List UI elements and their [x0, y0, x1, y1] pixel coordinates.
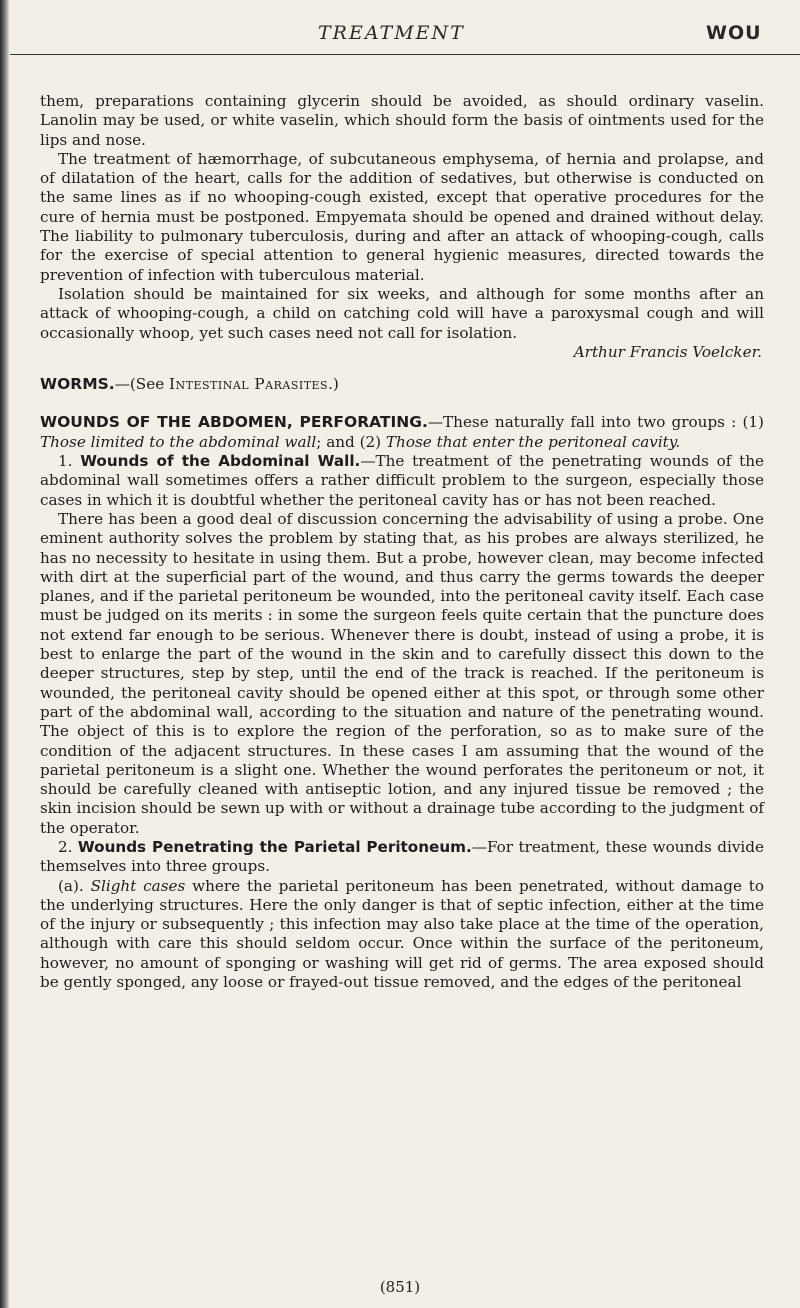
author-signature: Arthur Francis Voelcker.	[573, 342, 762, 361]
signature-row	[40, 343, 764, 362]
header-guide-word: WOU	[706, 22, 762, 44]
section-parietal-peritoneum: 2. Wounds Penetrating the Parietal Peritoneum.—For treatment, these wounds divide themselves into three groups.	[40, 837, 764, 876]
wounds-entry: WOUNDS OF THE ABDOMEN, PERFORATING.—These naturally fall into two groups : (1) Those limited to the abdominal wall; and (2) Those that enter the peritoneal cavity.	[40, 413, 764, 451]
subheading-parietal-peritoneum: Wounds Penetrating the Parietal Peritoneum.	[77, 837, 472, 856]
paragraph-hemorrhage: The treatment of hæmorrhage, of subcutaneous emphysema, of hernia and prolapse, and of dilatation of the heart, calls for the addition of sedatives, but otherwise is conducted on the same lines as if no whooping-cough existed, except that operative procedures for the cure of hernia must be postponed. Empyemata should be opened and drained without delay. The liability to pulmonary tuberculosis, during and after an attack of whooping-cough, calls for the exercise of special attention to general hygienic measures, directed towards the prevention of infection with tuberculous material.	[40, 149, 764, 284]
cross-reference: Intestinal Parasites	[169, 375, 329, 394]
worms-heading: WORMS.	[40, 375, 115, 394]
paragraph-probe: There has been a good deal of discussion concerning the advisability of using a probe. One eminent authority solves the problem by stating that, as his probes are always sterilized, he has no necessity to hesitate in using them. But a probe, however clean, may become infected with dirt at the superficial part of the wound, and thus carry the germs towards the deeper planes, and if the parietal peritoneum be wounded, into the peritoneal cavity itself. Each case must be judged on its merits : in some the surgeon feels quite certain that the puncture does not extend far enough to be serious. Whenever there is doubt, instead of using a probe, it is best to enlarge the part of the wound in the skin and to carefully dissect this down to the deeper structures, step by step, until the end of the track is reached. If the peritoneum is wounded, the peritoneal cavity should be opened either at this spot, or through some other part of the abdominal wall, according to the situation and nature of the penetrating wound. The object of this is to explore the region of the perforation, so as to make sure of the condition of the adjacent structures. In these cases I am assuming that the wound of the parietal peritoneum is a slight one. Whether the wound perforates the peritoneum or not, it should be carefully cleaned with antiseptic lotion, and any injured tissue be removed ; the skin incision should be sewn up with or without a drainage tube according to the judgment of the operator.	[40, 509, 764, 837]
paragraph-isolation: Isolation should be maintained for six weeks, and although for some months after an attack of whooping-cough, a child on catching cold will have a paroxysmal cough and will occasionally whoop, yet such cases need not call for isolation.	[40, 284, 764, 342]
header-title: TREATMENT	[318, 22, 465, 44]
page-body	[40, 92, 764, 992]
wounds-heading: WOUNDS OF THE ABDOMEN, PERFORATING.	[40, 413, 428, 432]
section-abdominal-wall: 1. Wounds of the Abdominal Wall.—The treatment of the penetrating wounds of the abdominal wall sometimes offers a rather difficult problem to the surgeon, especially those cases in which it is doubtful whether the peritoneal cavity has or has not been reached.	[40, 452, 764, 509]
paragraph-slight-cases: (a). Slight cases where the parietal peritoneum has been penetrated, without damage to the underlying structures. Here the only danger is that of septic infection, either at the time of the injury or subsequently ; this infection may also take place at the time of the operation, although with care this should seldom occur. Once within the surface of the peritoneum, however, no amount of sponging or washing will get rid of germs. The area exposed should be gently sponged, any loose or frayed-out tissue removed, and the edges of the peritoneal	[40, 876, 765, 992]
page-edge-shadow	[0, 0, 9, 1308]
worms-entry: WORMS.—(See Intestinal Parasites.)	[40, 375, 339, 394]
running-header	[0, 22, 800, 52]
header-rule	[10, 54, 800, 55]
page-number: (851)	[379, 1278, 421, 1296]
subheading-abdominal-wall: Wounds of the Abdominal Wall.	[80, 452, 361, 471]
paragraph-ointments: them, preparations containing glycerin should be avoided, as should ordinary vaselin. Lanolin may be used, or white vaselin, which should form the basis of ointments used for the lips and nose.	[40, 92, 764, 149]
